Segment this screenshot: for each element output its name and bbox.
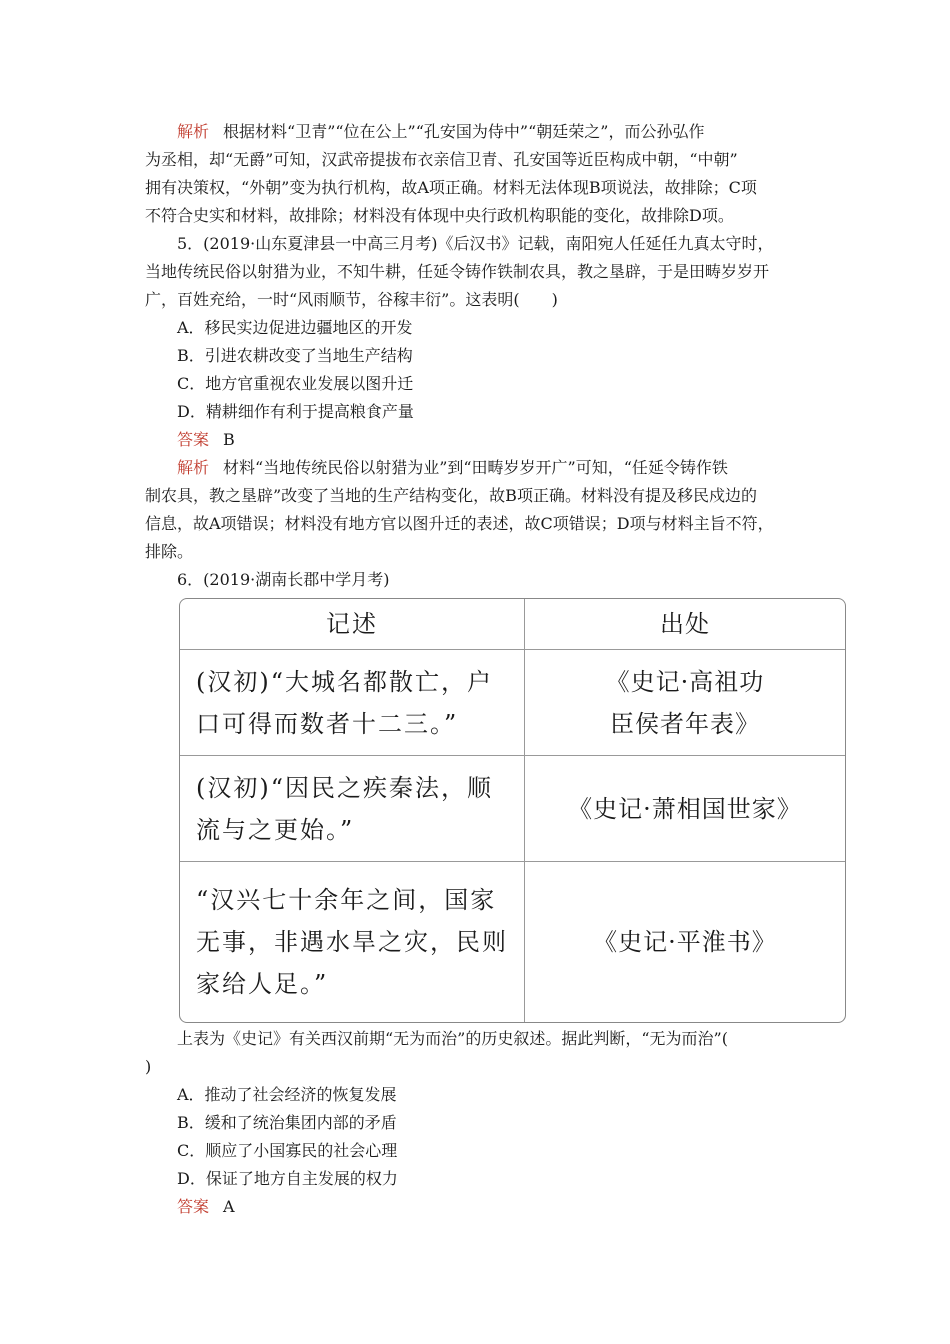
q4-analysis-line-4: 不符合史实和材料，故排除；材料没有体现中央行政机构职能的变化，故排除D项。 (145, 206, 734, 225)
table-cell-source: 《史记·平淮书》 (593, 928, 777, 956)
source-table (179, 598, 846, 1023)
table-cell-source: 《史记·萧相国世家》 (525, 756, 845, 862)
q5-stem-line-1: 5．(2019·山东夏津县一中高三月考)《后汉书》记载，南阳宛人任延任九真太守时， (177, 234, 774, 253)
q6-option-b: B．缓和了统治集团内部的矛盾 (177, 1113, 397, 1132)
table-row (180, 756, 845, 862)
q6-after-table-line-2: ) (145, 1057, 152, 1076)
q4-analysis-line-1: 解析 根据材料“卫青”“位在公上”“孔安国为侍中”“朝廷荣之”，而公孙弘作 (177, 122, 705, 141)
table-cell-source: 《史记·高祖功 臣侯者年表》 (525, 650, 845, 756)
q5-analysis-line-1: 解析 材料“当地传统民俗以射猎为业”到“田畴岁岁开广”可知，“任延令铸作铁 (177, 458, 728, 477)
q6-stem: 6．(2019·湖南长郡中学月考) (177, 570, 390, 589)
analysis-label: 解析 (177, 122, 210, 141)
q5-answer (177, 430, 847, 450)
answer-label: 答案 (177, 1197, 210, 1216)
table-cell-record: (汉初)“大城名都散亡，户 口可得而数者十二三。” (180, 650, 525, 756)
table-row (180, 862, 845, 1022)
q5-option-c: C．地方官重视农业发展以图升迁 (177, 374, 414, 393)
answer-label: 答案 (177, 430, 210, 449)
q6-option-c: C．顺应了小国寡民的社会心理 (177, 1141, 398, 1160)
table-cell-record: (汉初)“因民之疾秦法，顺 流与之更始。” (180, 756, 525, 862)
q6-answer (177, 1197, 847, 1217)
q6-option-a: A．推动了社会经济的恢复发展 (177, 1085, 397, 1104)
table-row (180, 650, 845, 756)
q5-stem-line-2: 当地传统民俗以射猎为业，不知牛耕，任延令铸作铁制农具，教之垦辟，于是田畴岁岁开 (145, 262, 770, 281)
q5-analysis-line-4: 排除。 (145, 542, 194, 561)
q5-stem-line-3: 广，百姓充给，一时“风雨顺节，谷稼丰衍”。这表明( ) (145, 290, 558, 309)
q5-option-b: B．引进农耕改变了当地生产结构 (177, 346, 413, 365)
q5-analysis-line-2: 制农具，教之垦辟”改变了当地的生产结构变化，故B项正确。材料没有提及移民戍边的 (145, 486, 757, 505)
answer-value: B (223, 430, 235, 449)
q5-option-d: D．精耕细作有利于提高粮食产量 (177, 402, 414, 421)
table-cell-record: “汉兴七十余年之间，国家 无事，非遇水旱之灾，民则 家给人足。” (180, 862, 525, 1022)
table-header-record: 记述 (180, 599, 525, 650)
q6-option-d: D．保证了地方自主发展的权力 (177, 1169, 398, 1188)
q6-after-table-line-1: 上表为《史记》有关西汉前期“无为而治”的历史叙述。据此判断，“无为而治”( (177, 1029, 728, 1048)
q5-analysis-line-3: 信息，故A项错误；材料没有地方官以图升迁的表述，故C项错误；D项与材料主旨不符， (145, 514, 774, 533)
q4-analysis-line-2: 为丞相，却“无爵”可知，汉武帝提拔布衣亲信卫青、孔安国等近臣构成中朝，“中朝” (145, 150, 738, 169)
table-header-row (180, 599, 845, 650)
analysis-label: 解析 (177, 458, 210, 477)
answer-value: A (223, 1197, 235, 1216)
q5-option-a: A．移民实边促进边疆地区的开发 (177, 318, 413, 337)
table-header-source: 出处 (525, 599, 845, 650)
q4-analysis-line-3: 拥有决策权，“外朝”变为执行机构，故A项正确。材料无法体现B项说法，故排除；C项 (145, 178, 757, 197)
